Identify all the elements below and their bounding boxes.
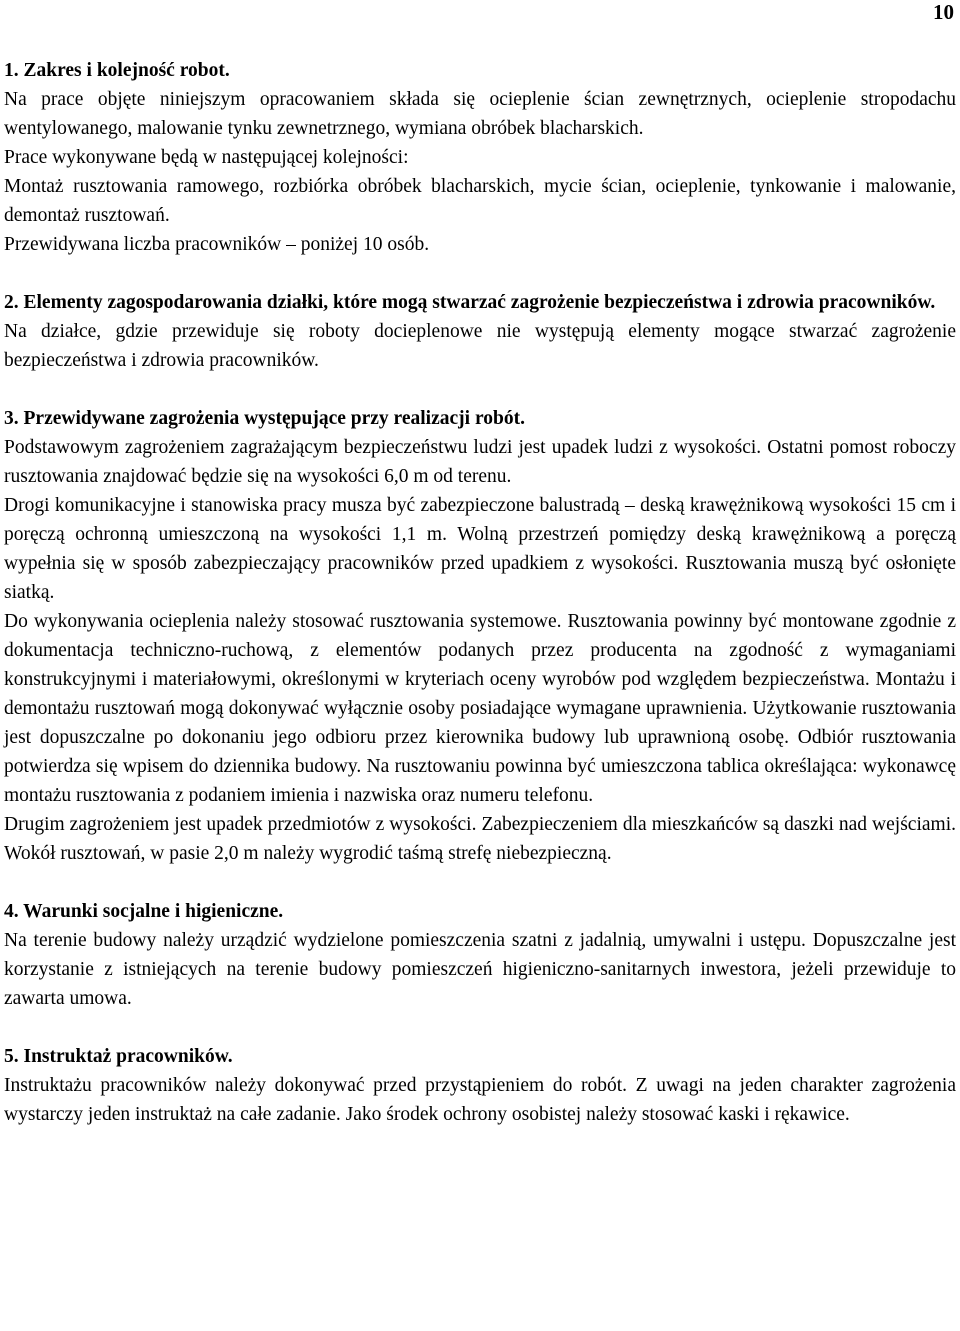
paragraph: Na działce, gdzie przewiduje się roboty docieplenowe nie występują elementy mogące stwarzać zagrożenie bezpieczeństwa i zdrowia pracowników. <box>4 321 956 371</box>
paragraph: Na terenie budowy należy urządzić wydzielone pomieszczenia szatni z jadalnią, umywalni i ustępu. Dopuszczalne jest korzystanie z istniejących na terenie budowy pomieszczeń higieniczno-sanitarnych inwestora, jeżeli przewiduje to zawarta umowa. <box>4 930 956 1009</box>
document-body <box>4 56 956 1129</box>
section-heading: 2. Elementy zagospodarowania działki, które mogą stwarzać zagrożenie bezpieczeństwa i zdrowia pracowników. <box>4 292 936 313</box>
section-site-elements <box>4 288 956 375</box>
section-heading: 1. Zakres i kolejność robot. <box>4 60 230 81</box>
paragraph: Podstawowym zagrożeniem zagrażającym bezpieczeństwu ludzi jest upadek ludzi z wysokości. Ostatni pomost roboczy rusztowania znajdować będzie się na wysokości 6,0 m od terenu. <box>4 437 956 487</box>
spacer <box>4 259 956 288</box>
section-heading: 3. Przewidywane zagrożenia występujące przy realizacji robót. <box>4 408 525 429</box>
section-scope-and-order <box>4 56 956 259</box>
paragraph: Prace wykonywane będą w następującej kolejności: <box>4 147 409 168</box>
paragraph: Drogi komunikacyjne i stanowiska pracy musza być zabezpieczone balustradą – deską krawężnikową wysokości 15 cm i poręczą ochronną umieszczoną na wysokości 1,1 m. Wolną przestrzeń pomiędzy deską krawężnikową a poręczą wypełnia się w sposób zabezpieczający pracowników przed upadkiem z wysokości. Rusztowania muszą być osłonięte siatką. <box>4 495 956 603</box>
paragraph: Instruktażu pracowników należy dokonywać przed przystąpieniem do robót. Z uwagi na jeden charakter zagrożenia wystarczy jeden instruktaż na całe zadanie. Jako środek ochrony osobistej należy stosować kaski i rękawice. <box>4 1075 956 1125</box>
paragraph: Drugim zagrożeniem jest upadek przedmiotów z wysokości. Zabezpieczeniem dla mieszkańców są daszki nad wejściami. Wokół rusztowań, w pasie 2,0 m należy wygrodić taśmą strefę niebezpieczną. <box>4 814 956 864</box>
section-social-conditions <box>4 897 956 1013</box>
spacer <box>4 375 956 404</box>
page-number: 10 <box>933 0 954 24</box>
paragraph: Montaż rusztowania ramowego, rozbiórka obróbek blacharskich, mycie ścian, ocieplenie, tynkowanie i malowanie, demontaż rusztowań. <box>4 176 956 226</box>
section-heading: 4. Warunki socjalne i higieniczne. <box>4 901 284 922</box>
spacer <box>4 868 956 897</box>
spacer <box>4 1013 956 1042</box>
paragraph: Na prace objęte niniejszym opracowaniem składa się ocieplenie ścian zewnętrznych, ocieplenie stropodachu wentylowanego, malowanie tynku zewnetrznego, wymiana obróbek blacharskich. <box>4 89 956 139</box>
section-hazards <box>4 404 956 868</box>
section-heading: 5. Instruktaż pracowników. <box>4 1046 233 1067</box>
paragraph: Przewidywana liczba pracowników – poniżej 10 osób. <box>4 234 430 255</box>
section-worker-training <box>4 1042 956 1129</box>
paragraph: Do wykonywania ocieplenia należy stosować rusztowania systemowe. Rusztowania powinny być montowane zgodnie z dokumentacja techniczno-ruchową, z elementów podanych przez producenta na zgodność z wymaganiami konstrukcyjnymi i materiałowymi, określonymi w kryteriach oceny wyrobów pod względem bezpieczeństwa. Montażu i demontażu rusztowań mogą dokonywać wyłącznie osoby posiadające wymagane uprawnienia. Użytkowanie rusztowania jest dopuszczalne po dokonaniu jego odbioru przez kierownika budowy lub uprawnioną osobę. Odbiór rusztowania potwierdza się wpisem do dziennika budowy. Na rusztowaniu powinna być umieszczona tablica określająca: wykonawcę montażu rusztowania z podaniem imienia i nazwiska oraz numeru telefonu. <box>4 611 956 806</box>
